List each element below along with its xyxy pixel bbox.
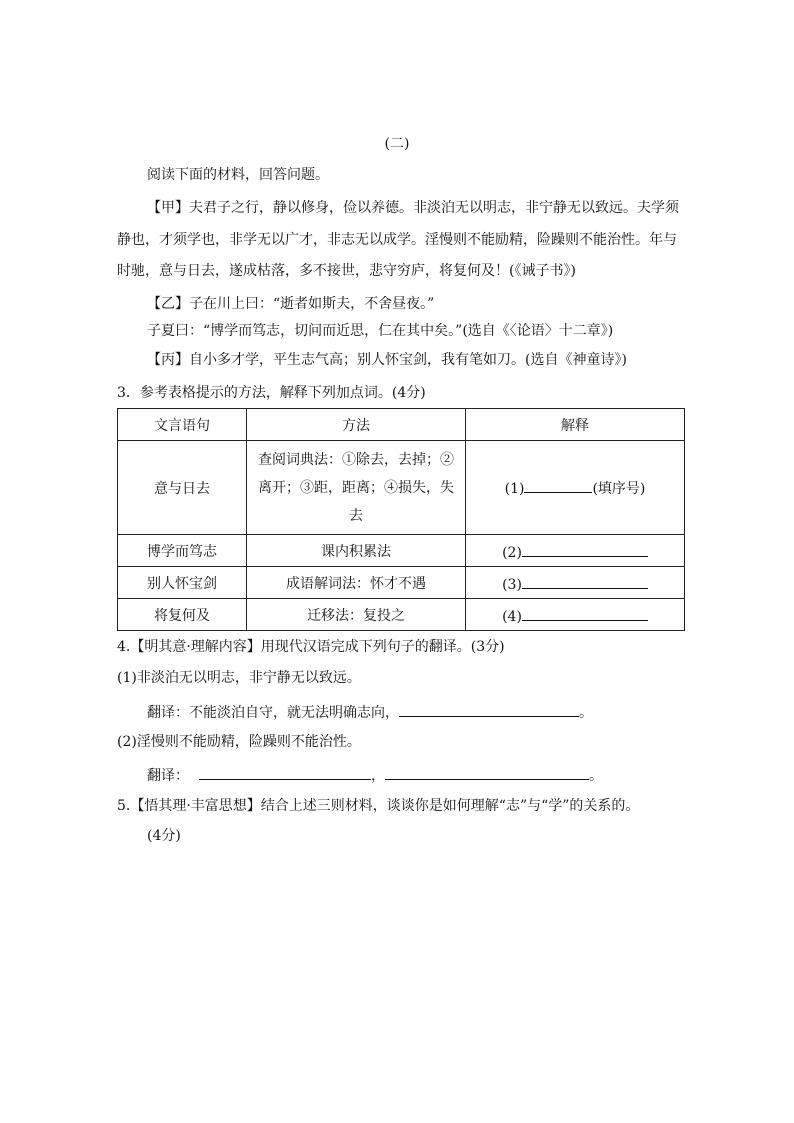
answer-note: (填序号) <box>592 481 646 497</box>
translation-2-period: 。 <box>589 768 603 784</box>
answer-4 <box>502 605 648 625</box>
table-header-phrase: 文言语句 <box>118 409 247 441</box>
reading-instruction: 阅读下面的材料，回答问题。 <box>147 167 329 183</box>
table-cell-phrase: 博学而笃志 <box>118 535 247 567</box>
question-3-prompt: 3．参考表格提示的方法，解释下列加点词。(4分) <box>117 385 426 401</box>
table-cell-phrase: 将复何及 <box>118 599 247 631</box>
translation-2-comma: ， <box>371 768 385 784</box>
table-cell-phrase: 别人怀宝剑 <box>118 567 247 599</box>
answer-blank-4[interactable] <box>522 605 648 621</box>
question-5-prompt: 5.【悟其理·丰富思想】结合上述三则材料，谈谈你是如何理解“志”与“学”的关系的。 <box>117 798 640 814</box>
table-cell-answer <box>466 441 685 535</box>
question-5-score: (4分) <box>147 828 181 844</box>
passage-bing-label: 【丙】 <box>147 352 189 368</box>
passage-bing-text-1: 自小多才学，平生志气高；别人怀宝剑，我有笔如刀。(选自《神童诗》) <box>189 352 627 368</box>
translation-2-label: 翻译： <box>147 768 189 784</box>
translation-1-label: 翻译：不能淡泊自守，就无法明确志向， <box>147 705 399 721</box>
passage-jia-line-3: 时驰，意与日去，遂成枯落，多不接世，悲守穷庐，将复何及！(《诫子书》) <box>117 263 576 279</box>
answer-2 <box>502 541 648 561</box>
passage-bing-line-1 <box>147 350 627 370</box>
question-4-translation-1 <box>147 701 593 723</box>
table-cell-answer <box>466 567 685 599</box>
answer-1 <box>505 477 646 498</box>
section-title: (二) <box>384 136 410 152</box>
answer-number: (4) <box>502 608 522 625</box>
translation-2-blank-a[interactable] <box>199 764 371 780</box>
table-cell-method <box>247 441 466 535</box>
translation-1-period: 。 <box>579 705 593 721</box>
answer-blank-3[interactable] <box>522 573 648 589</box>
question-4-prompt: 4.【明其意·理解内容】用现代汉语完成下列句子的翻译。(3分) <box>117 639 505 655</box>
answer-blank-2[interactable] <box>522 541 648 557</box>
answer-3 <box>502 573 648 593</box>
table-row <box>118 599 685 631</box>
table-cell-method: 迁移法：复投之 <box>247 599 466 631</box>
passage-yi-text-1: 子在川上曰：“逝者如斯夫，不舍昼夜。” <box>189 296 435 312</box>
table-cell-phrase: 意与日去 <box>118 441 247 535</box>
passage-yi-label: 【乙】 <box>147 296 189 312</box>
method-text: 查阅词典法：①除去，去掉；②离开；③距，距离；④损失，失去 <box>258 451 454 524</box>
answer-number: (1) <box>504 481 525 497</box>
question-4-sentence-1: (1)非淡泊无以明志，非宁静无以致远。 <box>117 670 361 686</box>
passage-yi-line-1 <box>147 294 434 314</box>
passage-jia-line-2: 静也，才须学也，非学无以广才，非志无以成学。淫慢则不能励精，险躁则不能治性。年与 <box>117 232 677 248</box>
table-row <box>118 441 685 535</box>
table-header-answer: 解释 <box>466 409 685 441</box>
table-cell-method: 成语解词法：怀才不遇 <box>247 567 466 599</box>
answer-blank-1[interactable] <box>524 477 592 493</box>
passage-jia-text-1: 夫君子之行，静以修身，俭以养德。非淡泊无以明志，非宁静无以致远。夫学须 <box>189 200 679 216</box>
question-3-table <box>117 408 685 631</box>
translation-1-blank[interactable] <box>399 701 579 717</box>
answer-number: (3) <box>502 576 522 593</box>
question-4-sentence-2: (2)淫慢则不能励精，险躁则不能治性。 <box>117 734 361 750</box>
table-cell-answer <box>466 599 685 631</box>
table-row <box>118 535 685 567</box>
table-row <box>118 567 685 599</box>
translation-2-blank-b[interactable] <box>385 764 589 780</box>
passage-yi-line-2: 子夏曰：“博学而笃志，切问而近思，仁在其中矣。”(选自《〈论语〉十二章》) <box>147 323 614 339</box>
passage-jia-label: 【甲】 <box>147 200 189 216</box>
answer-number: (2) <box>502 544 522 561</box>
question-4-translation-2 <box>147 764 603 786</box>
table-header-method: 方法 <box>247 409 466 441</box>
table-header-row <box>118 409 685 441</box>
table-cell-answer <box>466 535 685 567</box>
table-cell-method: 课内积累法 <box>247 535 466 567</box>
passage-jia-line-1 <box>147 198 679 218</box>
